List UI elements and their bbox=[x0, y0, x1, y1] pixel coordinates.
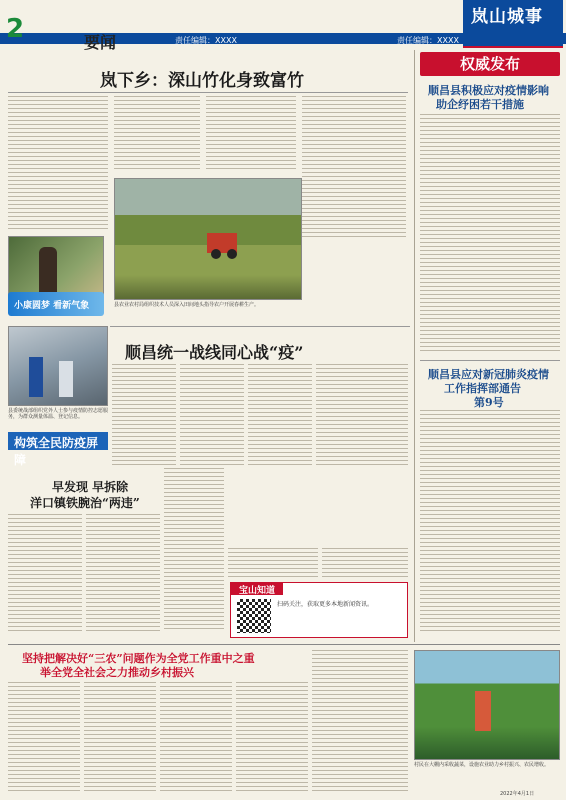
qr-box bbox=[230, 582, 408, 638]
front-text-col1 bbox=[112, 364, 176, 468]
front-photo-caption: 县委统战部组织党外人士参与疫情防控志愿服务，为群众测量体温、登记信息。 bbox=[8, 408, 109, 420]
authority-title-1: 顺昌县积极应对疫情影响 bbox=[428, 84, 549, 97]
article-text-col2 bbox=[114, 96, 200, 172]
qr-box-title: 宝山知道 bbox=[231, 583, 283, 595]
masthead-logo bbox=[463, 0, 563, 48]
bulletin-number: 第9号 bbox=[474, 396, 504, 409]
authority-label: 权威发布 bbox=[420, 52, 560, 76]
logo-text: 岚山城事 bbox=[471, 7, 543, 27]
town-text-col3 bbox=[164, 468, 224, 632]
bulletin-title-2: 工作指挥部通告 bbox=[444, 382, 521, 395]
bottom-title-2: 举全党全社会之力推动乡村振兴 bbox=[40, 666, 194, 679]
divider bbox=[8, 92, 408, 93]
mid-text2 bbox=[322, 548, 408, 578]
bottom-text-col3 bbox=[160, 682, 232, 794]
front-text-col4 bbox=[316, 364, 408, 468]
bottom-text-col2 bbox=[84, 682, 156, 794]
ad-banner bbox=[8, 292, 104, 316]
article-text-col3 bbox=[206, 96, 296, 172]
bulletin-title-1: 顺昌县应对新冠肺炎疫情 bbox=[428, 368, 549, 381]
article-text-col1 bbox=[8, 96, 108, 232]
qr-box-text: 扫码关注，获取更多本地新闻资讯。 bbox=[277, 601, 374, 608]
bottom-text-col4 bbox=[236, 682, 308, 794]
town-title-1: 早发现 早拆除 bbox=[52, 480, 129, 494]
section-box-label: 构筑全民防疫屏障 bbox=[8, 432, 108, 450]
mid-text bbox=[228, 548, 318, 578]
bottom-text-col5 bbox=[312, 650, 408, 794]
town-text-col2 bbox=[86, 514, 160, 632]
column-divider bbox=[414, 50, 415, 642]
front-text-col2 bbox=[180, 364, 244, 468]
article-text-col4 bbox=[302, 96, 406, 238]
authority-title-2: 助企纾困若干措施 bbox=[436, 98, 524, 111]
editor-right: 责任编辑：XXXX bbox=[397, 36, 459, 45]
authority-text bbox=[420, 114, 560, 352]
editor-left: 责任编辑：XXXX bbox=[175, 36, 237, 45]
field-tractor-photo bbox=[114, 178, 302, 300]
town-title-2: 洋口镇铁腕治“两违” bbox=[30, 496, 140, 510]
front-article-title: 顺昌统一战线同心战“疫” bbox=[125, 343, 304, 362]
main-article-title: 岚下乡：深山竹化身致富竹 bbox=[100, 71, 304, 91]
ad-banner-text: 小康圆梦 看新气象 bbox=[14, 301, 90, 311]
front-text-col3 bbox=[248, 364, 312, 468]
photo2-caption: 县农业农村局组织技术人员深入田间地头指导农户开展春耕生产。 bbox=[114, 302, 260, 308]
page-number: 2 bbox=[6, 14, 25, 44]
divider bbox=[110, 326, 410, 327]
town-text-col1 bbox=[8, 514, 82, 632]
divider bbox=[8, 644, 560, 645]
bottom-photo-caption: 村民在大棚内采收蔬菜，设施农业助力乡村振兴、农民增收。 bbox=[414, 762, 550, 768]
bottom-title-1: 坚持把解决好“三农”问题作为全党工作重中之重 bbox=[22, 652, 255, 665]
section-title: 要闻 bbox=[84, 33, 117, 52]
volunteer-photo bbox=[8, 326, 108, 406]
qr-code[interactable] bbox=[237, 599, 271, 633]
divider bbox=[420, 360, 560, 361]
footer-date: 2022年4月1日 bbox=[500, 791, 535, 797]
greenhouse-photo bbox=[414, 650, 560, 760]
bulletin-text bbox=[420, 410, 560, 634]
bottom-text-col1 bbox=[8, 682, 80, 794]
